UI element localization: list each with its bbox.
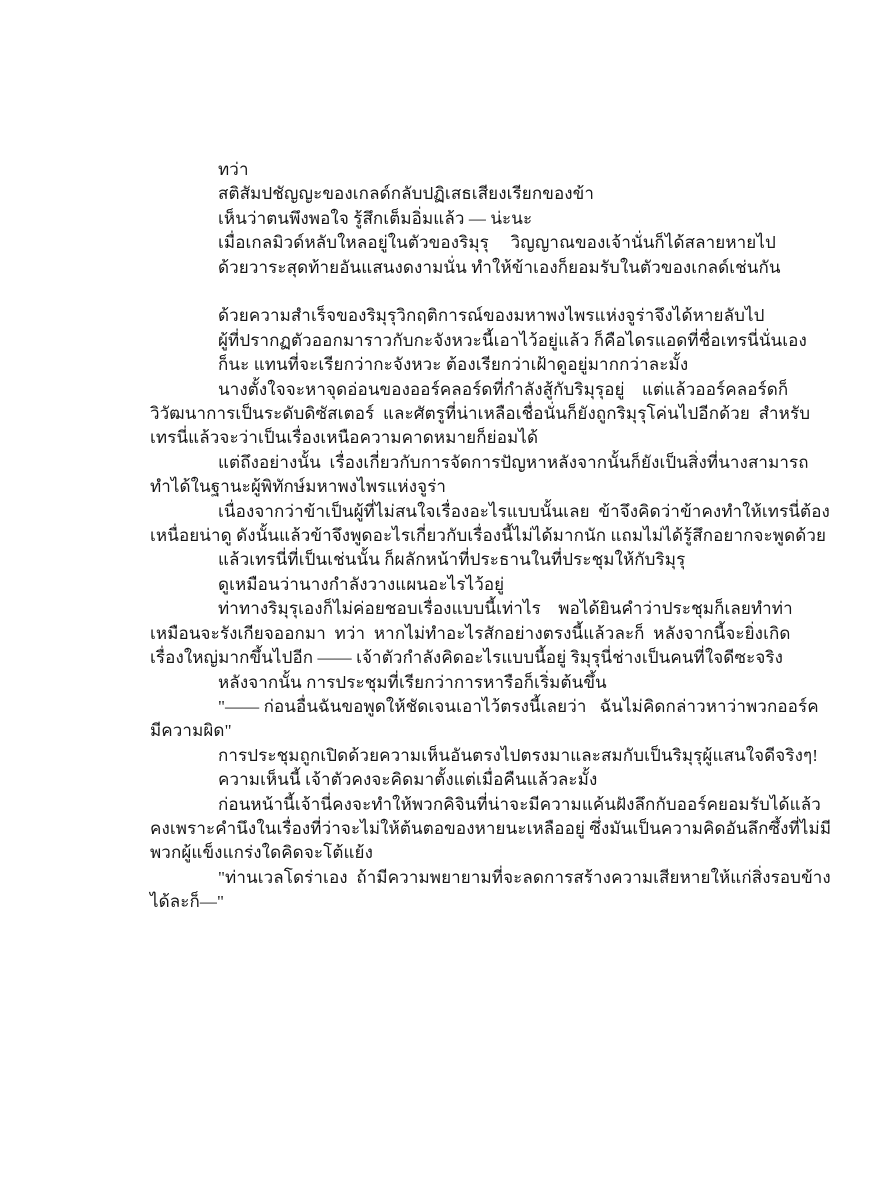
text-line: เมื่อเกลมิวด์หลับใหลอยู่ในตัวของริมุรุ วิญญาณของเจ้านั่นก็ได้สลายหายไป: [218, 233, 776, 253]
text-line: เหมือนจะรังเกียจออกมา ทว่า หากไม่ทำอะไรสักอย่างตรงนี้แล้วละก็ หลังจากนี้จะยิ่งเกิด: [150, 623, 791, 643]
text-line: หลังจากนั้น การประชุมที่เรียกว่าการหารือก็เริ่มต้นขึ้น: [218, 672, 607, 692]
text-line: ท่าทางริมุรุเองก็ไม่ค่อยชอบเรื่องแบบนี้เท่าไร พอได้ยินคำว่าประชุมก็เลยทำท่า: [218, 599, 793, 619]
text-line: ทำได้ในฐานะผู้พิทักษ์มหาพงไพรแห่งจูร่า: [150, 477, 447, 497]
text-line: ความเห็นนี้ เจ้าตัวคงจะคิดมาตั้งแต่เมื่อคืนแล้วละมั้ง: [218, 770, 598, 790]
text-line: พวกผู้แข็งแกร่งใดคิดจะโต้แย้ง: [150, 843, 374, 863]
text-line: ได้ละก็—": [150, 892, 225, 912]
text-line: ก็นะ แทนที่จะเรียกว่ากะจังหวะ ต้องเรียกว่าเฝ้าดูอยู่มากกว่าละมั้ง: [218, 355, 689, 375]
text-line: เนื่องจากว่าข้าเป็นผู้ที่ไม่สนใจเรื่องอะไรแบบนั้นเลย ข้าจึงคิดว่าข้าคงทำให้เทรนี่ต้อง: [218, 501, 830, 521]
text-line: แต่ถึงอย่างนั้น เรื่องเกี่ยวกับการจัดการปัญหาหลังจากนั้นก็ยังเป็นสิ่งที่นางสามารถ: [218, 452, 809, 472]
text-line: ด้วยวาระสุดท้ายอันแสนงดงามนั่น ทำให้ข้าเองก็ยอมรับในตัวของเกลด์เช่นกัน: [218, 257, 781, 277]
text-line: เหนื่อยน่าดู ดังนั้นแล้วข้าจึงพูดอะไรเกี่ยวกับเรื่องนี้ไม่ได้มากนัก แถมไม่ได้รู้สึกอยากจะพูดด้วย: [150, 526, 827, 546]
text-line: ด้วยความสำเร็จของริมุรุวิกฤติการณ์ของมหาพงไพรแห่งจูร่าจึงได้หายลับไป: [218, 306, 765, 326]
text-line: ดูเหมือนว่านางกำลังวางแผนอะไรไว้อยู่: [218, 574, 505, 594]
text-line: วิวัฒนาการเป็นระดับดิซัสเตอร์ และศัตรูที่น่าเหลือเชื่อนั่นก็ยังถูกริมุรุโค่นไปอีกด้วย สำหรับ: [150, 404, 811, 424]
text-line: ก่อนหน้านี้เจ้านี่คงจะทำให้พวกคิจินที่น่าจะมีความแค้นฝังลึกกับออร์คยอมรับได้แล้ว: [218, 794, 821, 814]
text-line: การประชุมถูกเปิดด้วยความเห็นอันตรงไปตรงมาและสมกับเป็นริมุรุผู้แสนใจดีจริงๆ!: [218, 745, 818, 765]
text-line: "ท่านเวลโดร่าเอง ถ้ามีความพยายามที่จะลดการสร้างความเสียหายให้แก่สิ่งรอบข้าง: [218, 867, 831, 887]
text-line: มีความผิด": [150, 721, 232, 741]
text-line: เทรนี่แล้วจะว่าเป็นเรื่องเหนือความคาดหมายก็ย่อมได้: [150, 428, 539, 448]
text-line: "—— ก่อนอื่นฉันขอพูดให้ชัดเจนเอาไว้ตรงนี้เลยว่า ฉันไม่คิดกล่าวหาว่าพวกออร์ค: [218, 696, 819, 716]
novel-text-block: [150, 158, 832, 915]
text-line: ผู้ที่ปรากฏตัวออกมาราวกับกะจังหวะนี้เอาไว้อยู่แล้ว ก็คือไดรแอดที่ชื่อเทรนี่นั่นเอง: [218, 330, 807, 350]
text-line: เห็นว่าตนพึงพอใจ รู้สึกเต็มอิ่มแล้ว — น่ะนะ: [218, 208, 533, 228]
text-line: แล้วเทรนี่ที่เป็นเช่นนั้น ก็ผลักหน้าที่ประธานในที่ประชุมให้กับริมุรุ: [218, 550, 686, 570]
text-line: นางตั้งใจจะหาจุดอ่อนของออร์คลอร์ดที่กำลังสู้กับริมุรุอยู่ แต่แล้วออร์คลอร์ดก็: [218, 379, 789, 399]
text-line: เรื่องใหญ่มากขึ้นไปอีก —— เจ้าตัวกำลังคิดอะไรแบบนี้อยู่ ริมุรุนี่ช่างเป็นคนที่ใจดีซะจริง: [150, 648, 784, 668]
text-line: คงเพราะคำนึงในเรื่องที่ว่าจะไม่ให้ต้นตอของหายนะเหลืออยู่ ซึ่งมันเป็นความคิดอันลึกซึ้งที่ไม่มี: [150, 818, 832, 838]
blank-line: [150, 280, 742, 304]
text-line: ทว่า: [218, 160, 249, 179]
text-line: สติสัมปชัญญะของเกลด์กลับปฏิเสธเสียงเรียกของข้า: [218, 184, 595, 204]
